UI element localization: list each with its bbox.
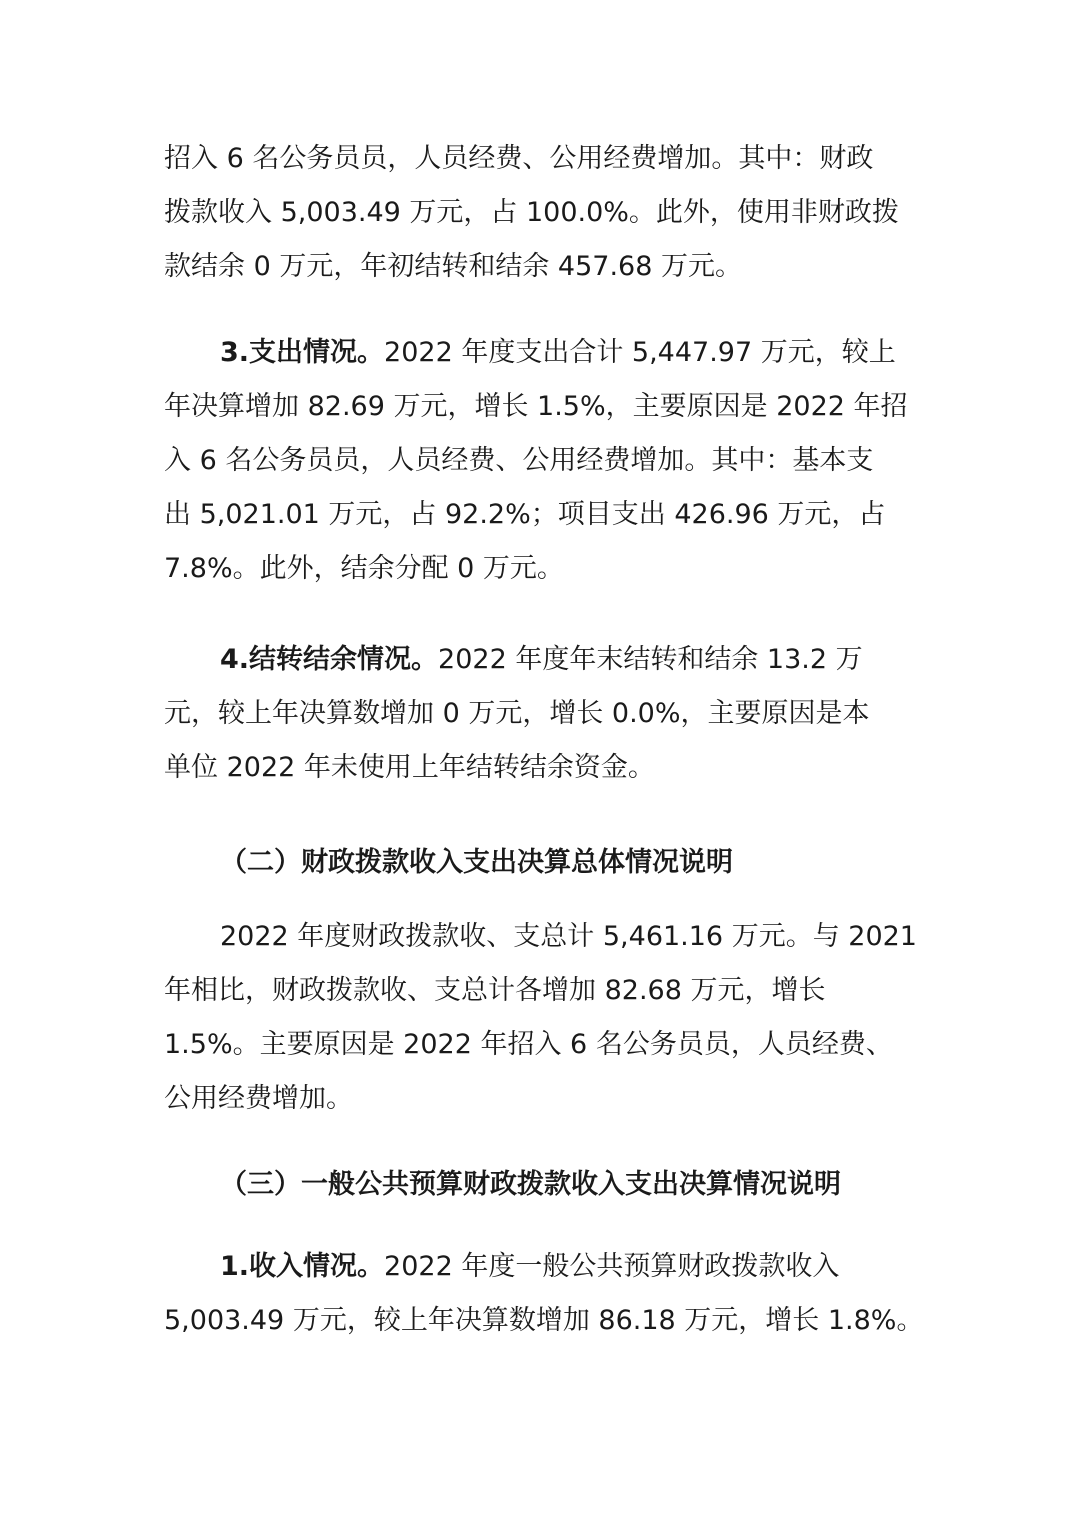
text-line: 2022 年度财政拨款收、支总计 5,461.16 万元。与 2021 bbox=[220, 921, 917, 952]
section-title: 1.收入情况。 bbox=[220, 1251, 385, 1282]
section-heading-2: （二）财政拨款收入支出决算总体情况说明 bbox=[220, 847, 733, 878]
paragraph-carryover bbox=[164, 633, 924, 795]
text-line: 出 5,021.01 万元，占 92.2%；项目支出 426.96 万元，占 bbox=[164, 499, 886, 530]
paragraph-general-budget-income bbox=[164, 1240, 924, 1348]
section-title: 3.支出情况。 bbox=[220, 337, 385, 368]
text-run: 2022 年度支出合计 5,447.97 万元，较上 bbox=[384, 337, 896, 368]
section-title: 4.结转结余情况。 bbox=[220, 644, 439, 675]
text-line: 年相比，财政拨款收、支总计各增加 82.68 万元，增长 bbox=[164, 975, 826, 1006]
text-line: 单位 2022 年未使用上年结转结余资金。 bbox=[164, 752, 655, 783]
paragraph-income-continued bbox=[164, 132, 924, 294]
text-line bbox=[164, 633, 924, 687]
text-line: 7.8%。此外，结余分配 0 万元。 bbox=[164, 553, 564, 584]
text-line: 入 6 名公务员员，人员经费、公用经费增加。其中：基本支 bbox=[164, 445, 874, 476]
text-line: 招入 6 名公务员员，人员经费、公用经费增加。其中：财政 bbox=[164, 143, 874, 174]
text-line: 元，较上年决算数增加 0 万元，增长 0.0%，主要原因是本 bbox=[164, 698, 870, 729]
text-line: 年决算增加 82.69 万元，增长 1.5%，主要原因是 2022 年招 bbox=[164, 391, 908, 422]
text-line: 1.5%。主要原因是 2022 年招入 6 名公务员员，人员经费、 bbox=[164, 1029, 893, 1060]
text-line bbox=[164, 1240, 924, 1294]
text-run: 2022 年度一般公共预算财政拨款收入 bbox=[384, 1251, 840, 1282]
text-line: 公用经费增加。 bbox=[164, 1083, 353, 1114]
text-line: 款结余 0 万元，年初结转和结余 457.68 万元。 bbox=[164, 251, 742, 282]
paragraph-expenditure bbox=[164, 326, 924, 596]
text-run: 2022 年度年末结转和结余 13.2 万 bbox=[438, 644, 863, 675]
section-heading-3: （三）一般公共预算财政拨款收入支出决算情况说明 bbox=[220, 1169, 841, 1200]
text-line: 拨款收入 5,003.49 万元，占 100.0%。此外，使用非财政拨 bbox=[164, 197, 899, 228]
text-line bbox=[164, 326, 924, 380]
paragraph-fiscal-overview bbox=[164, 910, 924, 1126]
text-line: 5,003.49 万元，较上年决算数增加 86.18 万元，增长 1.8%。 bbox=[164, 1305, 924, 1336]
